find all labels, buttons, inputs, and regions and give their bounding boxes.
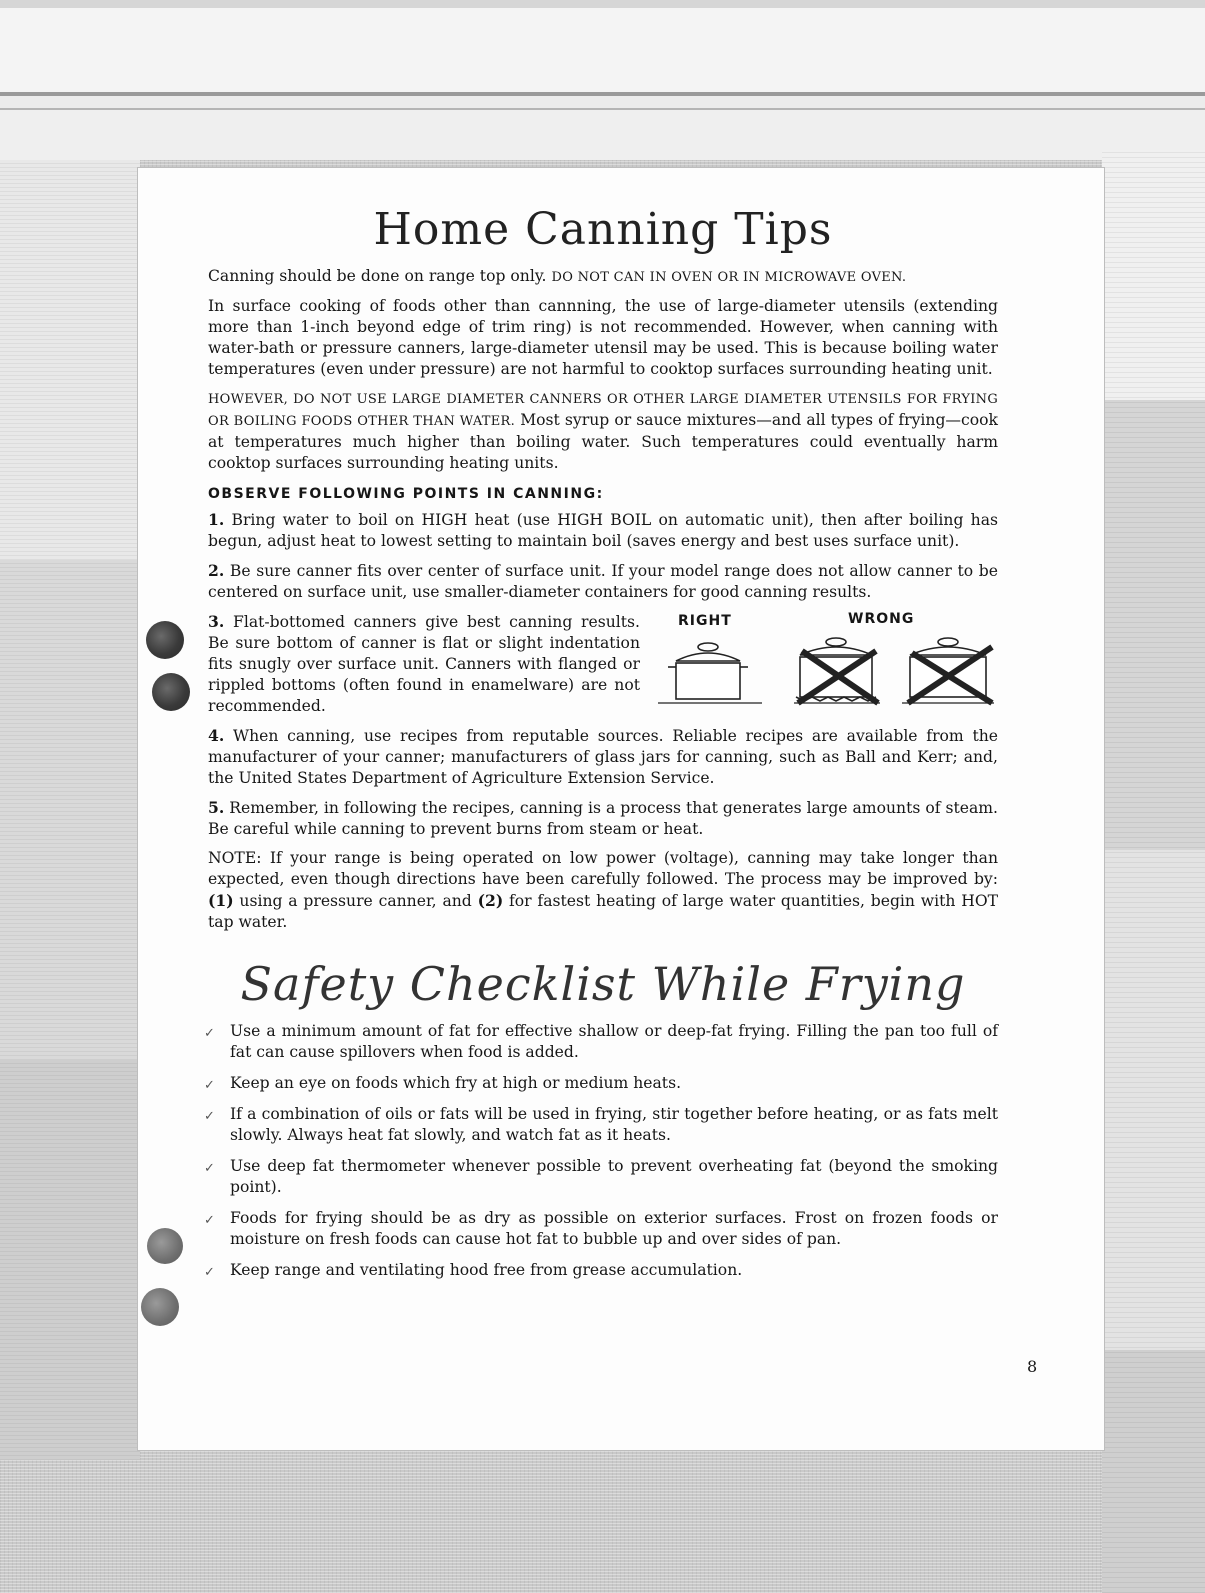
however-warning: HOWEVER, DO NOT USE LARGE DIAMETER CANNERS OR OTHER LARGE DIAMETER UTENSILS FOR FRYING OR BOILING FOODS OTHER THAN WATER. bbox=[208, 392, 998, 429]
checkmark-icon: ✓ bbox=[204, 1078, 215, 1093]
note-number: (1) bbox=[208, 891, 234, 910]
step-4 bbox=[208, 725, 998, 789]
step-number: 2. bbox=[208, 561, 225, 580]
step-2 bbox=[208, 560, 998, 603]
checklist-item bbox=[204, 1156, 998, 1198]
step-number: 3. bbox=[208, 612, 225, 631]
checklist-text: Keep range and ventilating hood free from grease accumulation. bbox=[230, 1261, 743, 1279]
checkmark-icon: ✓ bbox=[204, 1213, 215, 1228]
observe-heading: OBSERVE FOLLOWING POINTS IN CANNING: bbox=[208, 486, 604, 502]
checklist-text: Foods for frying should be as dry as possible on exterior surfaces. Frost on frozen foods or moisture on fresh foods can cause hot fat to bubble up and over sides of pan. bbox=[230, 1209, 998, 1248]
intro-warning: DO NOT CAN IN OVEN OR IN MICROWAVE OVEN. bbox=[551, 270, 907, 285]
page-content bbox=[204, 200, 999, 1291]
canner-illustration bbox=[658, 611, 998, 717]
surface-cooking-paragraph: In surface cooking of foods other than cannning, the use of large-diameter utensils (extending more than 1-inch beyond edge of trim ring) is not recommended. However, when canning with water-bath or pressure canners, large-diameter utensil may be used. This is because boiling water temperatures (even under pressure) are not harmful to cooktop surfaces surrounding heating unit. bbox=[208, 297, 998, 378]
scan-left-margin bbox=[0, 160, 140, 1460]
checkmark-icon: ✓ bbox=[204, 1265, 215, 1280]
note-text: for fastest heating of large water quantities, begin with HOT tap water. bbox=[208, 892, 999, 931]
step-text: Be sure canner fits over center of surface unit. If your model range does not allow canner to be centered on surface unit, use smaller-diameter containers for good canning results. bbox=[208, 562, 998, 601]
binder-hole bbox=[146, 621, 184, 659]
checklist-text: Keep an eye on foods which fry at high or medium heats. bbox=[230, 1074, 682, 1092]
intro-paragraph bbox=[208, 266, 998, 288]
binder-hole bbox=[141, 1288, 179, 1326]
step-3 bbox=[208, 611, 998, 717]
checkmark-icon: ✓ bbox=[204, 1109, 215, 1124]
step-5 bbox=[208, 797, 998, 840]
scan-right-margin bbox=[1102, 150, 1205, 1593]
however-text: Most syrup or sauce mixtures—and all types of frying—cook at temperatures much higher than boiling water. Such temperatures could eventually harm cooktop surfaces surrounding heating units. bbox=[208, 411, 998, 472]
wrong-label: WRONG bbox=[848, 611, 915, 627]
checklist-item bbox=[204, 1208, 998, 1250]
step-1 bbox=[208, 509, 998, 552]
note-text: NOTE: If your range is being operated on low power (voltage), canning may take longer than expected, even though directions have been carefully followed. The process may be improved by: bbox=[208, 849, 998, 888]
step-text: Bring water to boil on HIGH heat (use HIGH BOIL on automatic unit), then after boiling has begun, adjust heat to lowest setting to maintain boil (saves energy and best uses surface unit). bbox=[208, 511, 998, 550]
checklist-item bbox=[204, 1021, 998, 1063]
checklist-item bbox=[204, 1073, 998, 1094]
flanged-canner-icon bbox=[794, 638, 880, 703]
checklist-item bbox=[204, 1260, 998, 1281]
step-3-text-block bbox=[208, 611, 640, 717]
step-text: When canning, use recipes from reputable sources. Reliable recipes are available from the manufacturer of your canner; manufacturers of glass jars for canning, such as Ball and Kerr; and, the United States Department of Agriculture Extension Service. bbox=[208, 727, 998, 787]
flat-bottom-canner-icon bbox=[658, 643, 762, 703]
right-label: RIGHT bbox=[678, 613, 732, 629]
canner-diagram bbox=[658, 611, 998, 717]
checkmark-icon: ✓ bbox=[204, 1026, 215, 1041]
checklist-item bbox=[204, 1104, 998, 1146]
page-number: 8 bbox=[1027, 1357, 1038, 1376]
step-number: 4. bbox=[208, 726, 225, 745]
step-text: Flat-bottomed canners give best canning results. Be sure bottom of canner is flat or slight indentation fits snugly over surface unit. Canners with flanged or rippled bottoms (often found in enamelware) are not recommended. bbox=[208, 613, 640, 715]
frying-title: Safety Checklist While Frying bbox=[240, 957, 966, 1011]
scan-top-margin bbox=[0, 0, 1205, 160]
checkmark-icon: ✓ bbox=[204, 1161, 215, 1176]
binder-hole bbox=[152, 673, 190, 711]
canning-title: Home Canning Tips bbox=[373, 204, 833, 255]
note-number: (2) bbox=[477, 891, 504, 910]
checklist-text: If a combination of oils or fats will be used in frying, stir together before heating, or as fats melt slowly. Always heat fat slowly, and watch fat as it heats. bbox=[230, 1105, 998, 1144]
step-text: Remember, in following the recipes, canning is a process that generates large amounts of steam. Be careful while canning to prevent burns from steam or heat. bbox=[208, 799, 998, 838]
step-number: 1. bbox=[208, 510, 225, 529]
binder-hole bbox=[147, 1228, 183, 1264]
however-paragraph bbox=[208, 388, 998, 474]
note-text: using a pressure canner, and bbox=[233, 892, 478, 910]
checklist-text: Use a minimum amount of fat for effective shallow or deep-fat frying. Filling the pan too full of fat can cause spillovers when food is added. bbox=[230, 1022, 998, 1061]
note-paragraph bbox=[208, 848, 998, 933]
step-number: 5. bbox=[208, 798, 225, 817]
rippled-canner-icon bbox=[902, 638, 994, 703]
intro-text: Canning should be done on range top only. bbox=[208, 267, 552, 285]
checklist-text: Use deep fat thermometer whenever possible to prevent overheating fat (beyond the smoking point). bbox=[230, 1157, 998, 1196]
